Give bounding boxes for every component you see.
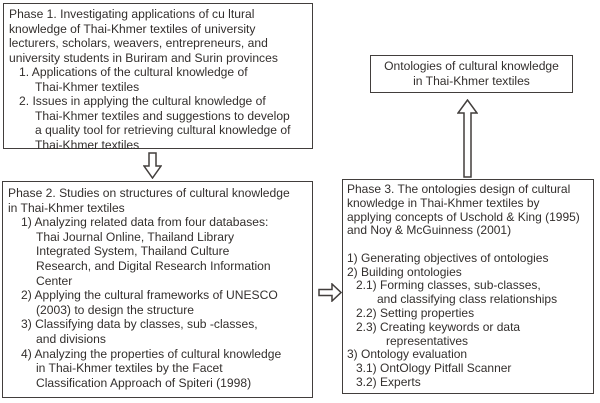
text-line: 3.2) Experts [356, 374, 421, 389]
text-line: 3) Ontology evaluation [347, 347, 468, 362]
text-line: 4) Analyzing the properties of cultural knowledge [21, 346, 282, 361]
text-line: a quality tool for retrieving cultural knowledge of [35, 123, 291, 137]
text-line: Thai Journal Online, Thailand Library [36, 229, 235, 244]
text-line: in Thai-Khmer textiles [413, 74, 530, 88]
text-line: Ontologies of cultural knowledge [384, 59, 559, 74]
text-line: knowledge of Thai-Khmer textiles of university [9, 21, 256, 36]
text-line: 2) Applying the cultural frameworks of UNESCO [21, 288, 278, 303]
text-line: 2.3) Creating keywords or data [356, 319, 521, 334]
text-line: 1) Generating objectives of ontologies [347, 250, 549, 265]
text-line: 2. Issues in applying the cultural knowledge of [19, 94, 266, 108]
text-line: Classification Approach of Spiteri (1998) [36, 375, 252, 390]
text-line: 1. Applications of the cultural knowledge of [19, 65, 248, 79]
text-line: Integrated System, Thailand Culture [36, 244, 230, 259]
arrow-down-icon [143, 152, 162, 179]
text-line: Thai-Khmer textiles [35, 79, 140, 94]
arrow-up-icon [457, 99, 478, 178]
text-line: and divisions [36, 331, 106, 346]
text-line: in Thai-Khmer textiles [8, 200, 125, 215]
text-line: 2.1) Forming classes, sub-classes, [356, 278, 541, 293]
text-line: (2003) to design the structure [36, 302, 194, 317]
phase3-box [342, 179, 594, 394]
text-line: Phase 1. Investigating applications of cu ltural [9, 7, 255, 21]
text-line: knowledge in Thai-Khmer textiles by [347, 195, 540, 210]
text-line: and classifying class relationships [377, 292, 558, 307]
text-line: 3) Classifying data by classes, sub -classes, [21, 317, 258, 332]
text-line: Phase 3. The ontologies design of cultural [347, 182, 571, 196]
text-line: in Thai-Khmer textiles by the Facet [36, 361, 223, 376]
text-line: representatives [386, 333, 469, 348]
phase1-box [3, 3, 313, 152]
text-line: 3.1) OntOlogy Pitfall Scanner [356, 361, 512, 376]
blank-line [347, 238, 591, 252]
text-line: and Noy & McGuinness (2001) [347, 223, 512, 238]
text-line: Thai-Khmer textiles and suggestions to develop [35, 108, 290, 123]
text-line: Research, and Digital Research Information [36, 258, 271, 273]
text-line: 2.2) Setting properties [356, 305, 475, 320]
text-line: university students in Buriram and Surin provinces [9, 50, 278, 65]
text-line: Phase 2. Studies on structures of cultural knowledge [8, 186, 290, 200]
phase2-box [2, 181, 313, 398]
text-line: applying concepts of Uschold & King (1995) [347, 209, 580, 224]
text-line: 2) Building ontologies [347, 264, 462, 279]
text-line: Center [36, 273, 73, 288]
output-box [370, 55, 573, 93]
arrow-right-icon [318, 283, 342, 302]
text-line: lecturers, scholars, weavers, entrepreneurs, and [9, 36, 268, 50]
text-line: Thai-Khmer textiles [35, 137, 140, 152]
text-line: 1) Analyzing related data from four databases: [21, 215, 269, 230]
